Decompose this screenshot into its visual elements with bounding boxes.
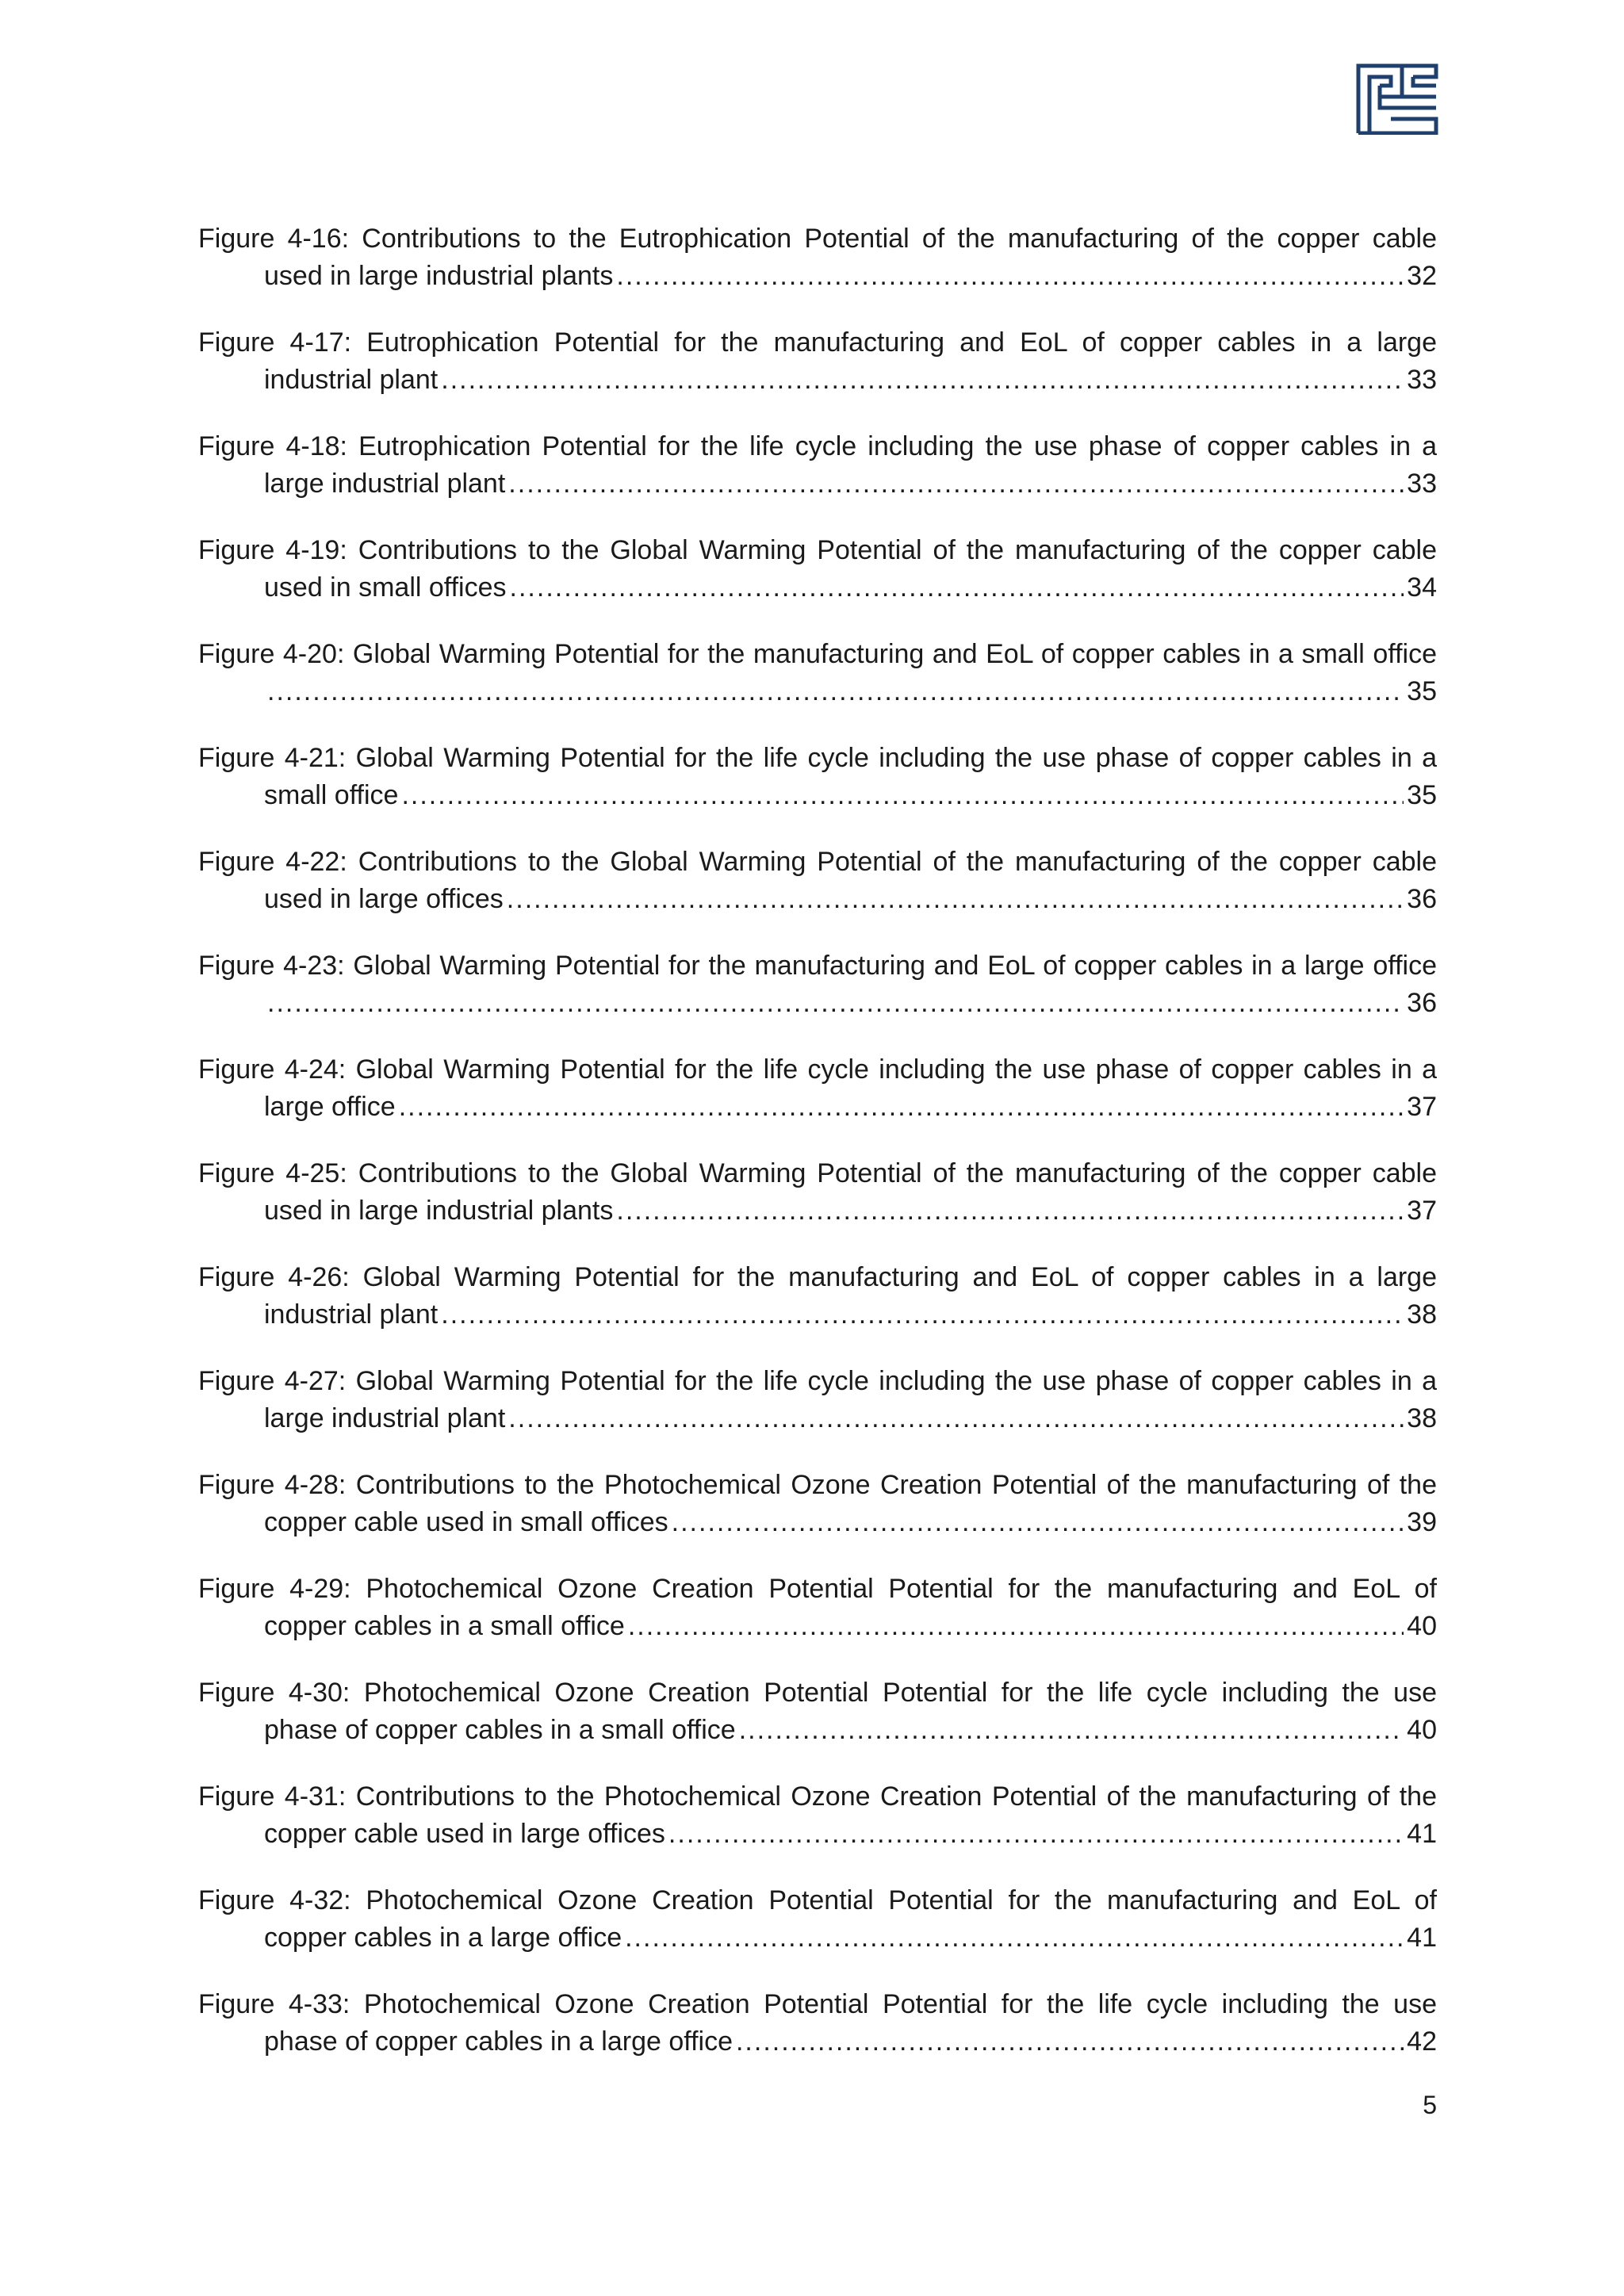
toc-entry-title-continued: used in small offices: [264, 572, 507, 603]
toc-page-number: 39: [1407, 1507, 1437, 1537]
toc-entry[interactable]: [198, 1882, 1437, 1957]
toc-dot-leader: [441, 1296, 1404, 1334]
toc-entry-title-continued: industrial plant: [264, 365, 439, 395]
toc-dot-leader: [267, 985, 1404, 1022]
toc-entry[interactable]: [198, 1259, 1437, 1334]
toc-entry[interactable]: [198, 1571, 1437, 1645]
page-number: 5: [1423, 2091, 1437, 2119]
toc-entry-continuation: [198, 1504, 1437, 1541]
toc-dot-leader: [616, 258, 1404, 295]
toc-entry-title: Figure 4-18: Eutrophication Potential for the life cycle including the use phase of copper cables in a: [198, 431, 1437, 461]
toc-dot-leader: [672, 1504, 1404, 1541]
toc-entry-title-continued: phase of copper cables in a large office: [264, 2026, 733, 2057]
toc-entry[interactable]: [198, 1155, 1437, 1230]
toc-entry-continuation: [198, 673, 1437, 710]
toc-entry-title: Figure 4-17: Eutrophication Potential for the manufacturing and EoL of copper cables in a large: [198, 327, 1437, 358]
toc-page-number: 34: [1407, 572, 1437, 603]
toc-entry-title: Figure 4-25: Contributions to the Global Warming Potential of the manufacturing of the copper cable: [198, 1158, 1437, 1188]
toc-dot-leader: [510, 569, 1404, 607]
toc-page-number: 35: [1407, 676, 1437, 706]
toc-page-number: 38: [1407, 1299, 1437, 1330]
toc-entry-continuation: [198, 569, 1437, 607]
toc-entry[interactable]: [198, 532, 1437, 607]
toc-entry-title: Figure 4-21: Global Warming Potential for the life cycle including the use phase of copper cables in a: [198, 743, 1437, 773]
toc-page-number: 37: [1407, 1092, 1437, 1122]
toc-entry-continuation: [198, 258, 1437, 295]
toc-entry-title: Figure 4-24: Global Warming Potential for the life cycle including the use phase of copper cables in a: [198, 1054, 1437, 1085]
toc-entry-title-continued: large industrial plant: [264, 1403, 506, 1433]
toc-entry-continuation: [198, 1296, 1437, 1334]
toc-entry-title: Figure 4-33: Photochemical Ozone Creation Potential Potential for the life cycle including the use: [198, 1989, 1437, 2019]
toc-entry-title: Figure 4-20: Global Warming Potential for the manufacturing and EoL of copper cables in a small office: [198, 639, 1437, 669]
toc-dot-leader: [508, 1400, 1404, 1437]
toc-entry[interactable]: [198, 636, 1437, 710]
toc-entry-title-continued: large office: [264, 1092, 396, 1122]
toc-entry-title-continued: copper cable used in small offices: [264, 1507, 668, 1537]
toc-dot-leader: [628, 1608, 1404, 1645]
toc-entry-title-continued: copper cable used in large offices: [264, 1819, 665, 1849]
toc-entry-title-continued: large industrial plant: [264, 469, 506, 499]
toc-page-number: 40: [1407, 1715, 1437, 1745]
toc-entry-continuation: [198, 1712, 1437, 1749]
toc-page-number: 38: [1407, 1403, 1437, 1433]
toc-entry-title-continued: small office: [264, 780, 399, 810]
toc-entry[interactable]: [198, 844, 1437, 918]
toc-entry-continuation: [198, 1919, 1437, 1957]
toc-entry-title: Figure 4-23: Global Warming Potential for the manufacturing and EoL of copper cables in a large office: [198, 951, 1437, 981]
toc-entry-continuation: [198, 1608, 1437, 1645]
toc-entry-title-continued: used in large industrial plants: [264, 1196, 614, 1226]
toc-entry-continuation: [198, 362, 1437, 399]
toc-page-number: 33: [1407, 469, 1437, 499]
toc-entry-title: Figure 4-32: Photochemical Ozone Creation Potential Potential for the manufacturing and EoL of: [198, 1885, 1437, 1915]
toc-dot-leader: [508, 465, 1404, 503]
toc-entry[interactable]: [198, 220, 1437, 295]
toc-entry-title: Figure 4-30: Photochemical Ozone Creation Potential Potential for the life cycle including the use: [198, 1678, 1437, 1708]
toc-entry[interactable]: [198, 428, 1437, 503]
toc-dot-leader: [739, 1712, 1404, 1749]
toc-entry-continuation: [198, 777, 1437, 814]
toc-entry-title-continued: industrial plant: [264, 1299, 439, 1330]
toc-dot-leader: [441, 362, 1404, 399]
toc-dot-leader: [668, 1816, 1404, 1853]
toc-entry-title-continued: copper cables in a large office: [264, 1923, 622, 1953]
toc-entry-continuation: [198, 1192, 1437, 1230]
toc-entry[interactable]: [198, 1778, 1437, 1853]
toc-entry-continuation: [198, 2023, 1437, 2061]
toc-dot-leader: [507, 881, 1404, 918]
toc-dot-leader: [399, 1089, 1404, 1126]
toc-entry-title: Figure 4-27: Global Warming Potential for the life cycle including the use phase of copper cables in a: [198, 1366, 1437, 1396]
toc-entry[interactable]: [198, 740, 1437, 814]
toc-page-number: 37: [1407, 1196, 1437, 1226]
toc-dot-leader: [616, 1192, 1404, 1230]
toc-entry-title-continued: used in large offices: [264, 884, 504, 914]
toc-entry-title-continued: copper cables in a small office: [264, 1611, 625, 1641]
toc-entry[interactable]: [198, 324, 1437, 399]
toc-dot-leader: [267, 673, 1404, 710]
toc-page-number: 42: [1407, 2026, 1437, 2057]
toc-entry-continuation: [198, 1089, 1437, 1126]
toc-page-number: 36: [1407, 884, 1437, 914]
toc-entry-continuation: [198, 881, 1437, 918]
toc-entry-continuation: [198, 1400, 1437, 1437]
toc-page-number: 32: [1407, 261, 1437, 291]
toc-entry-continuation: [198, 985, 1437, 1022]
toc-page-number: 41: [1407, 1923, 1437, 1953]
toc-dot-leader: [625, 1919, 1404, 1957]
toc-entry-title: Figure 4-22: Contributions to the Global Warming Potential of the manufacturing of the copper cable: [198, 847, 1437, 877]
toc-page-number: 33: [1407, 365, 1437, 395]
toc-entry[interactable]: [198, 1674, 1437, 1749]
toc-page-number: 40: [1407, 1611, 1437, 1641]
toc-dot-leader: [736, 2023, 1404, 2061]
toc-entry[interactable]: [198, 1467, 1437, 1541]
toc-entry[interactable]: [198, 1051, 1437, 1126]
toc-entry-title: Figure 4-16: Contributions to the Eutrophication Potential of the manufacturing of the copper cable: [198, 224, 1437, 254]
toc-entry-title: Figure 4-29: Photochemical Ozone Creation Potential Potential for the manufacturing and EoL of: [198, 1574, 1437, 1604]
list-of-figures: [198, 220, 1437, 2090]
toc-entry[interactable]: [198, 1363, 1437, 1437]
toc-dot-leader: [401, 777, 1404, 814]
toc-entry-title: Figure 4-31: Contributions to the Photochemical Ozone Creation Potential of the manufacturing of the: [198, 1781, 1437, 1812]
toc-page-number: 36: [1407, 988, 1437, 1018]
toc-entry-title: Figure 4-26: Global Warming Potential for the manufacturing and EoL of copper cables in a large: [198, 1262, 1437, 1292]
toc-entry-title: Figure 4-19: Contributions to the Global Warming Potential of the manufacturing of the copper cable: [198, 535, 1437, 565]
pe-logo-icon: [1356, 63, 1438, 135]
toc-page-number: 41: [1407, 1819, 1437, 1849]
toc-page-number: 35: [1407, 780, 1437, 810]
toc-entry-title-continued: phase of copper cables in a small office: [264, 1715, 736, 1745]
toc-entry-continuation: [198, 1816, 1437, 1853]
toc-entry-title: Figure 4-28: Contributions to the Photochemical Ozone Creation Potential of the manufacturing of the: [198, 1470, 1437, 1500]
toc-entry-title-continued: used in large industrial plants: [264, 261, 614, 291]
toc-entry[interactable]: [198, 1986, 1437, 2061]
toc-entry-continuation: [198, 465, 1437, 503]
toc-entry[interactable]: [198, 947, 1437, 1022]
